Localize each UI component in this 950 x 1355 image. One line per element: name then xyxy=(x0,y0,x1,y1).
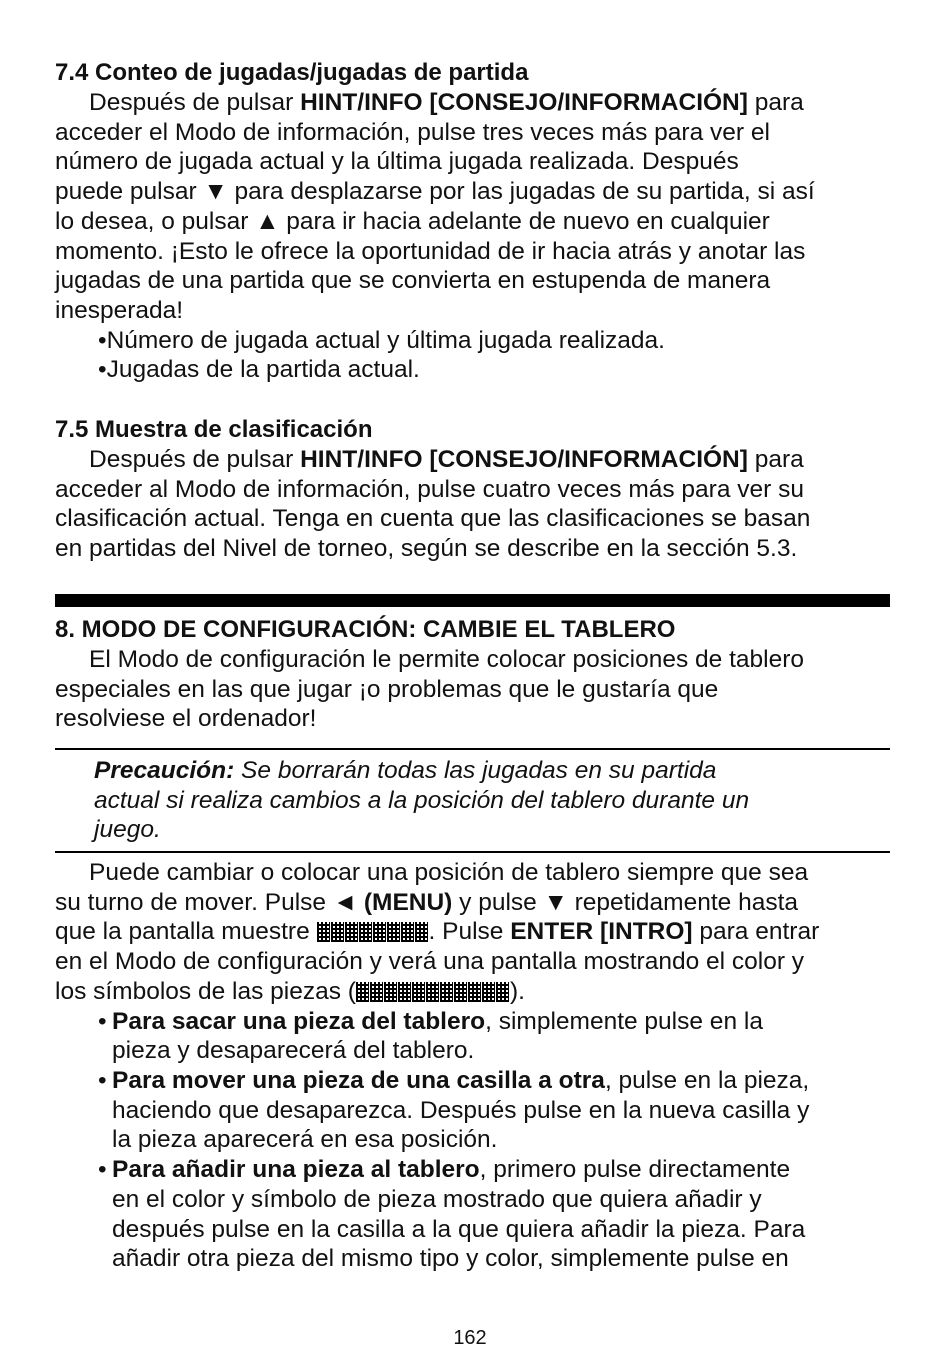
paragraph-line: momento. ¡Esto le ofrece la oportunidad de ir hacia atrás y anotar las xyxy=(55,237,806,265)
lcd-setup-display-icon xyxy=(317,920,429,942)
text: para entrar xyxy=(692,918,820,946)
list-item-continuation: después pulse en la casilla a la que quiera añadir la pieza. Para xyxy=(112,1215,806,1243)
paragraph-line: El Modo de configuración le permite colocar posiciones de tablero xyxy=(89,645,804,673)
list-item: •Número de jugada actual y última jugada realizada. xyxy=(98,326,665,354)
paragraph-line: lo desea, o pulsar ▲ para ir hacia adelante de nuevo en cualquier xyxy=(55,207,770,235)
caution-box xyxy=(55,756,890,845)
paragraph-line: inesperada! xyxy=(55,296,184,324)
list-item-continuation: la pieza aparecerá en esa posición. xyxy=(112,1126,498,1154)
paragraph-line: en partidas del Nivel de torneo, según se describe en la sección 5.3. xyxy=(55,535,798,563)
key-label: (MENU) xyxy=(363,888,453,916)
list-item xyxy=(55,1066,890,1096)
text: Después de pulsar xyxy=(89,89,301,116)
list-item-continuation: pieza y desaparecerá del tablero. xyxy=(112,1037,475,1065)
lcd-piece-symbols-icon xyxy=(356,980,510,1002)
text: Se borrarán todas las jugadas en su partida xyxy=(234,756,717,784)
text: los símbolos de las piezas ( xyxy=(55,977,356,1005)
text: Después de pulsar xyxy=(89,446,301,474)
section-7-5-heading: 7.5 Muestra de clasificación xyxy=(55,416,373,444)
bullet: • xyxy=(98,1007,107,1035)
text: . Pulse xyxy=(428,918,511,946)
list-item-continuation: añadir otra pieza del mismo tipo y color, simplemente pulse en xyxy=(112,1245,789,1273)
paragraph-line: número de jugada actual y la última jugada realizada. Después xyxy=(55,148,739,176)
caution-bottom-rule xyxy=(55,851,890,853)
caution-line: juego. xyxy=(94,816,161,844)
caution-label: Precaución: xyxy=(94,756,235,784)
paragraph-line: especiales en las que jugar ¡o problemas que le gustaría que xyxy=(55,675,719,703)
caution-line: actual si realiza cambios a la posición del tablero durante un xyxy=(94,786,750,814)
text: su turno de mover. Pulse ◄ xyxy=(55,888,364,916)
list-item-continuation: haciendo que desaparezca. Después pulse en la nueva casilla y xyxy=(112,1096,810,1124)
bold-text: Para sacar una pieza del tablero xyxy=(112,1007,486,1035)
text: que la pantalla muestre xyxy=(55,918,317,946)
paragraph-line xyxy=(55,88,890,118)
text: y pulse ▼ repetidamente hasta xyxy=(452,888,799,916)
section-divider-bar xyxy=(55,594,890,607)
bold-text: Para añadir una pieza al tablero xyxy=(112,1156,480,1184)
text: , primero pulse directamente xyxy=(479,1156,791,1184)
list-item: •Jugadas de la partida actual. xyxy=(98,356,420,384)
paragraph-line xyxy=(55,888,890,918)
key-label: HINT/INFO [CONSEJO/INFORMACIÓN] xyxy=(300,446,748,474)
text: para xyxy=(747,89,804,116)
page-number: 162 xyxy=(453,1327,487,1349)
paragraph-line: en el Modo de configuración y verá una pantalla mostrando el color y xyxy=(55,948,805,976)
text: , pulse en la pieza, xyxy=(604,1066,810,1094)
bullet: • xyxy=(98,1156,107,1184)
paragraph-line xyxy=(55,917,890,947)
paragraph-line: resolviese el ordenador! xyxy=(55,705,317,733)
page-content xyxy=(55,58,890,1274)
text: para xyxy=(747,446,804,474)
paragraph-line: jugadas de una partida que se convierta en estupenda de manera xyxy=(55,267,771,295)
key-label: ENTER [INTRO] xyxy=(510,918,693,946)
paragraph-line: acceder el Modo de información, pulse tres veces más para ver el xyxy=(55,118,770,146)
list-item-continuation: en el color y símbolo de pieza mostrado que quiera añadir y xyxy=(112,1185,762,1213)
bullet: • xyxy=(98,1066,107,1094)
list-item xyxy=(55,1007,890,1037)
text: ). xyxy=(509,977,525,1005)
paragraph-line: clasificación actual. Tenga en cuenta que las clasificaciones se basan xyxy=(55,505,811,533)
paragraph-line xyxy=(55,977,890,1007)
paragraph-line: puede pulsar ▼ para desplazarse por las jugadas de su partida, si así xyxy=(55,178,815,206)
bold-text: Para mover una pieza de una casilla a otra xyxy=(112,1066,605,1094)
section-7-4-heading: 7.4 Conteo de jugadas/jugadas de partida xyxy=(55,59,529,86)
caution-top-rule xyxy=(55,748,890,750)
caution-line xyxy=(94,756,890,786)
paragraph-line xyxy=(55,445,890,475)
list-item xyxy=(55,1155,890,1185)
key-label: HINT/INFO [CONSEJO/INFORMACIÓN] xyxy=(300,89,748,116)
section-8-heading: 8. MODO DE CONFIGURACIÓN: CAMBIE EL TABLERO xyxy=(55,615,676,643)
text: , simplemente pulse en la xyxy=(485,1007,763,1035)
paragraph-line: acceder al Modo de información, pulse cuatro veces más para ver su xyxy=(55,475,804,503)
paragraph-line: Puede cambiar o colocar una posición de tablero siempre que sea xyxy=(89,859,809,887)
